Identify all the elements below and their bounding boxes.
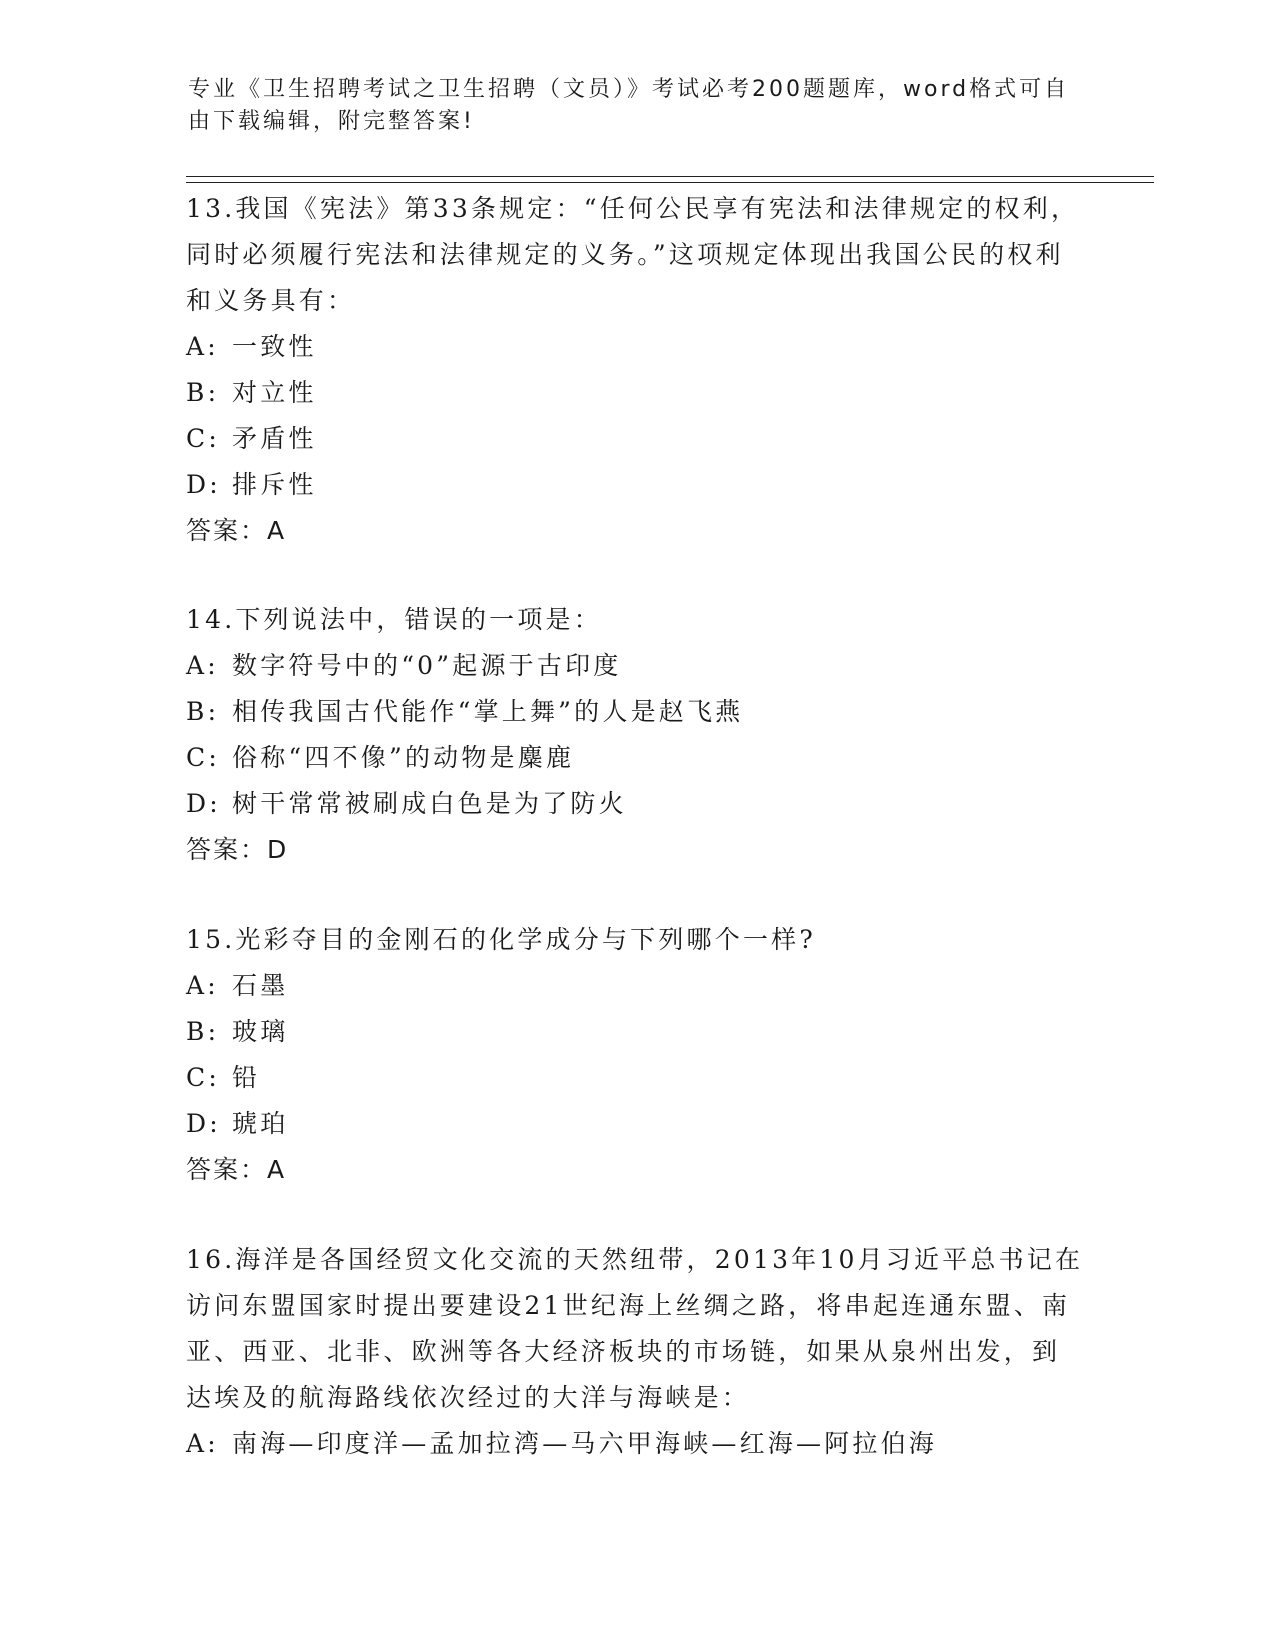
question-stem	[186, 917, 1086, 963]
question-15	[186, 917, 1086, 1193]
option-letter: A:	[186, 651, 219, 680]
option-text: 数字符号中的“0”起源于古印度	[232, 651, 622, 680]
question-number: 15.	[186, 925, 236, 954]
question-number: 16.	[186, 1245, 236, 1274]
option-text: 石墨	[232, 971, 289, 1000]
option-letter: C:	[186, 1063, 220, 1092]
option-text: 矛盾性	[232, 424, 317, 453]
answer-line: 答案：D	[186, 835, 289, 864]
question-stem	[186, 597, 1086, 643]
question-14	[186, 597, 1086, 873]
option-d	[186, 462, 1086, 508]
option-text: 一致性	[232, 332, 317, 361]
option-text: 南海—印度洋—孟加拉湾—马六甲海峡—红海—阿拉伯海	[232, 1429, 938, 1458]
option-letter: B:	[186, 697, 220, 726]
option-d	[186, 1101, 1086, 1147]
option-a	[186, 324, 1086, 370]
option-letter: C:	[186, 424, 220, 453]
option-letter: A:	[186, 332, 219, 361]
option-a	[186, 643, 1086, 689]
option-text: 相传我国古代能作“掌上舞”的人是赵飞燕	[232, 697, 744, 726]
question-text: 我国《宪法》第33条规定：“任何公民享有宪法和法律规定的权利，同时必须履行宪法和法律规定的义务。”这项规定体现出我国公民的权利和义务具有：	[186, 194, 1080, 315]
option-letter: D:	[186, 1109, 221, 1138]
question-16	[186, 1237, 1086, 1467]
question-number: 14.	[186, 605, 236, 634]
option-c	[186, 735, 1086, 781]
option-a	[186, 963, 1086, 1009]
option-letter: C:	[186, 743, 220, 772]
answer-line: 答案：A	[186, 516, 287, 545]
header-divider-top	[186, 176, 1154, 177]
option-letter: D:	[186, 470, 221, 499]
option-text: 玻璃	[232, 1017, 289, 1046]
option-letter: D:	[186, 789, 221, 818]
option-text: 对立性	[232, 378, 317, 407]
header-note: 专业《卫生招聘考试之卫生招聘（文员）》考试必考200题题库，word格式可自由下载编辑，附完整答案!	[188, 77, 1070, 134]
option-letter: B:	[186, 1017, 220, 1046]
option-letter: A:	[186, 1429, 219, 1458]
question-stem	[186, 1237, 1086, 1421]
option-a	[186, 1421, 1086, 1467]
option-text: 树干常常被刷成白色是为了防火	[232, 789, 627, 818]
option-b	[186, 370, 1086, 416]
option-text: 琥珀	[232, 1109, 289, 1138]
question-stem	[186, 186, 1086, 324]
header-divider-bottom	[186, 182, 1154, 183]
option-text: 排斥性	[232, 470, 317, 499]
option-text: 铅	[232, 1063, 261, 1092]
question-text: 下列说法中，错误的一项是：	[235, 605, 602, 634]
question-13	[186, 186, 1086, 554]
option-b	[186, 1009, 1086, 1055]
option-b	[186, 689, 1086, 735]
option-text: 俗称“四不像”的动物是麋鹿	[232, 743, 575, 772]
option-c	[186, 1055, 1086, 1101]
option-letter: B:	[186, 378, 220, 407]
question-text: 光彩夺目的金刚石的化学成分与下列哪个一样?	[235, 925, 816, 954]
question-number: 13.	[186, 194, 236, 223]
option-c	[186, 416, 1086, 462]
option-d	[186, 781, 1086, 827]
option-letter: A:	[186, 971, 219, 1000]
answer-line: 答案：A	[186, 1155, 287, 1184]
question-text: 海洋是各国经贸文化交流的天然纽带，2013年10月习近平总书记在访问东盟国家时提出要建设21世纪海上丝绸之路，将串起连通东盟、南亚、西亚、北非、欧洲等各大经济板块的市场链，如果从泉州出发，到达埃及的航海路线依次经过的大洋与海峡是：	[186, 1245, 1084, 1412]
